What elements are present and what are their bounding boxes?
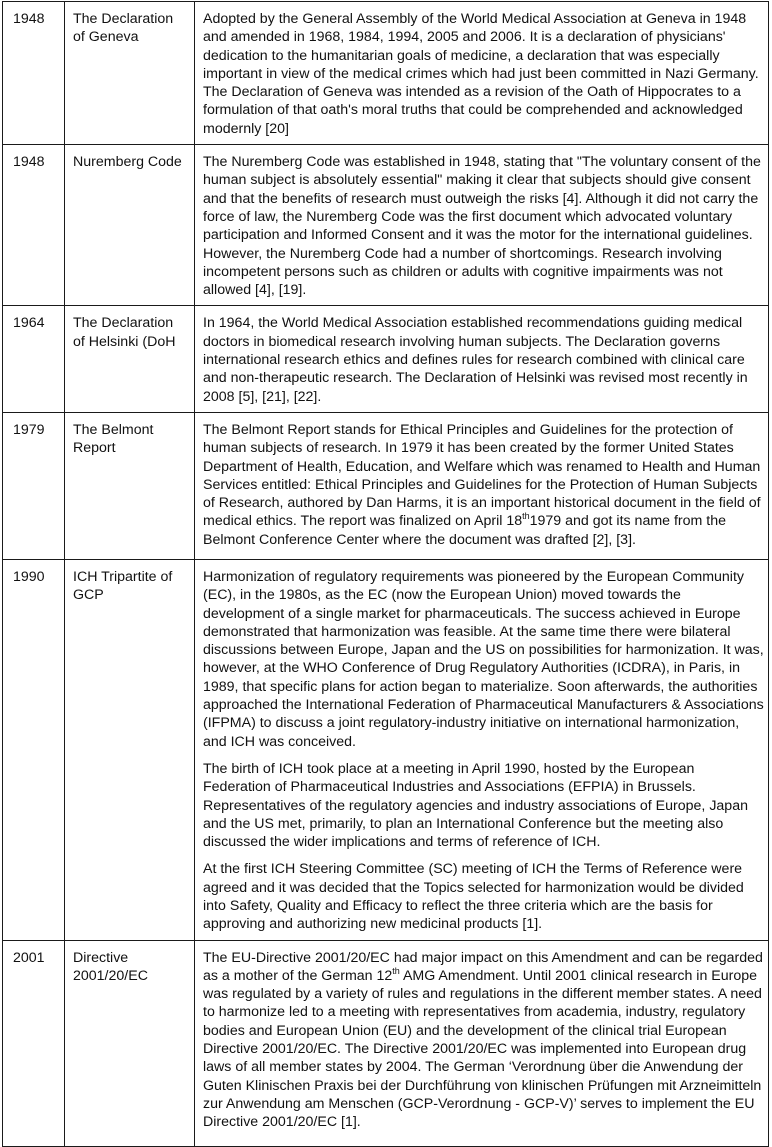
document-name-cell: Nuremberg Code xyxy=(65,145,195,306)
description-paragraph: In 1964, the World Medical Association established recommendations guiding medical doctors in biomedical research involving human subjects. The Declaration governs international research ethics and defines rules for research combined with clinical care and non-therapeutic research. The Declaration of Helsinki was revised most recently in 2008 [5], [21], [22]. xyxy=(203,315,748,405)
table-row xyxy=(3,559,769,940)
document-name-cell: The Declaration of Helsinki (DoH xyxy=(65,306,195,412)
year-cell: 1979 xyxy=(3,412,65,559)
description-text: 1979 and got its name from the Belmont Conference Center where the document was drafted [2], [3]. xyxy=(203,513,727,548)
table-row xyxy=(3,412,769,559)
description-cell xyxy=(195,940,769,1146)
description-paragraph: Harmonization of regulatory requirements was pioneered by the European Community (EC), in the 1980s, as the EC (now the European Union) moved towards the development of a single market for pharmaceuticals. The success achieved in Europe demonstrated that harmonization was feasible. At the same time there were bilateral discussions between Europe, Japan and the US on possibilities for harmonization. It was, however, at the WHO Conference of Drug Regulatory Authorities (ICDRA), in Paris, in 1989, that specific plans for action began to materialize. Soon afterwards, the authorities approached the International Federation of Pharmaceutical Manufacturers & Associations (IFPMA) to discuss a joint regulatory-industry initiative on international harmonization, and ICH was conceived. xyxy=(203,568,764,750)
description-paragraph xyxy=(203,949,764,1132)
year-cell: 1948 xyxy=(3,2,65,145)
document-name-cell: Directive 2001/20/EC xyxy=(65,940,195,1146)
year-cell: 1964 xyxy=(3,306,65,412)
year-cell: 1990 xyxy=(3,559,65,940)
description-cell xyxy=(195,145,769,306)
document-name-cell: The Belmont Report xyxy=(65,412,195,559)
description-cell xyxy=(195,306,769,412)
ethics-guidelines-table xyxy=(2,1,769,1147)
ordinal-suffix: th xyxy=(392,965,400,976)
document-name-cell: ICH Tripartite of GCP xyxy=(65,559,195,940)
ordinal-suffix: th xyxy=(522,511,530,522)
description-paragraph xyxy=(203,421,764,549)
description-paragraph: The birth of ICH took place at a meeting in April 1990, hosted by the European Federation of Pharmaceutical Industries and Associations (EFPIA) in Brussels. Representatives of the regulatory agencies and industry associations of Europe, Japan and the US met, primarily, to plan an International Conference but the meeting also discussed the wider implications and terms of reference of ICH. xyxy=(203,760,748,851)
table-row xyxy=(3,2,769,145)
description-cell xyxy=(195,412,769,559)
year-cell: 2001 xyxy=(3,940,65,1146)
table-row xyxy=(3,306,769,412)
document-name-cell: The Declaration of Geneva xyxy=(65,2,195,145)
description-paragraph: The Nuremberg Code was established in 1948, stating that "The voluntary consent of the human subject is absolutely essential" making it clear that subjects should give consent and that the benefits of research must outweigh the risks [4]. Although it did not carry the force of law, the Nuremberg Code was the first document which advocated voluntary participation and Informed Consent and it was the motor for the international guidelines. However, the Nuremberg Code had a number of shortcomings. Research involving incompetent persons such as children or adults with cognitive impairments was not allowed [4], [19]. xyxy=(203,154,761,299)
description-paragraph: Adopted by the General Assembly of the World Medical Association at Geneva in 1948 and amended in 1968, 1984, 1994, 2005 and 2006. It is a declaration of physicians' dedication to the humanitarian goals of medicine, a declaration that was especially important in view of the medical crimes which had just been committed in Nazi Germany. The Declaration of Geneva was intended as a revision of the Oath of Hippocrates to a formulation of that oath's moral truths that could be comprehended and acknowledged modernly [20] xyxy=(203,11,759,137)
description-cell xyxy=(195,559,769,940)
description-text: The Belmont Report stands for Ethical Principles and Guidelines for the protection of human subjects of research. In 1979 it has been created by the former United States Department of Health, Education, and Welfare which was renamed to Health and Human Services entitled: Ethical Principles and Guidelines for the Protection of Human Subjects of Research, authored by Dan Harms, it is an important historical document in the field of medical ethics. The report was finalized on April 18 xyxy=(203,421,761,530)
description-paragraph: At the first ICH Steering Committee (SC) meeting of ICH the Terms of Reference were agreed and it was decided that the Topics selected for harmonization would be divided into Safety, Quality and Efficacy to reflect the three criteria which are the basis for approving and authorizing new medicinal products [1]. xyxy=(203,861,744,933)
description-cell xyxy=(195,2,769,145)
description-text: AMG Amendment. Until 2001 clinical research in Europe was regulated by a variety of rules and regulations in the different member states. A need to harmonize led to a meeting with representatives from academia, industry, regulatory bodies and European Union (EU) and the development of the clinical trial European Directive 2001/20/EC. The Directive 2001/20/EC was implemented into European drug laws of all member states by 2004. The German ‘Verordnung über die Anwendung der Guten Klinischen Praxis bei der Durchführung von klinischen Prüfungen mit Arzneimitteln zur Anwendung am Menschen (GCP-Verordnung - GCP-V)’ serves to implement the EU Directive 2001/20/EC [1]. xyxy=(203,967,762,1131)
table-row xyxy=(3,145,769,306)
table-row xyxy=(3,940,769,1146)
year-cell: 1948 xyxy=(3,145,65,306)
description-text: The EU-Directive 2001/20/EC had major impact on this Amendment and can be regarded as a mother of the German 12 xyxy=(203,949,763,984)
